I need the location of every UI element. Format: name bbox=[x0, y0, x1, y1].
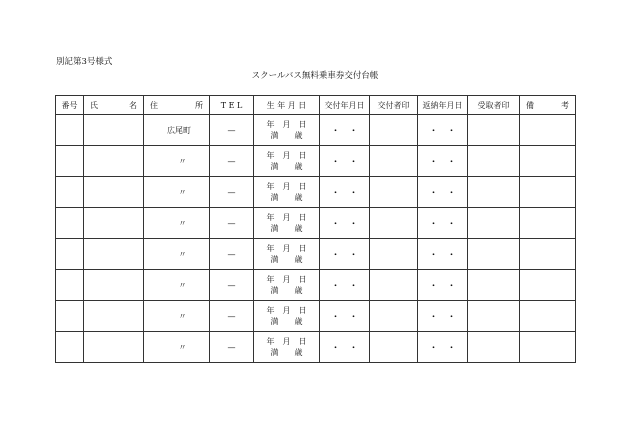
cell-name[interactable] bbox=[84, 332, 144, 363]
cell-issue-date[interactable] bbox=[320, 115, 370, 146]
header-birth: 生 年 月 日 bbox=[254, 96, 320, 115]
birth-ymd-text: 年 月 日 bbox=[266, 151, 307, 160]
issue-date-dots: ・・ bbox=[331, 186, 368, 197]
cell-address[interactable] bbox=[144, 146, 210, 177]
birth-ymd-text: 年 月 日 bbox=[266, 306, 307, 315]
cell-return-date[interactable] bbox=[418, 332, 468, 363]
birth-age-text: 満 歳 bbox=[270, 317, 303, 326]
header-remarks bbox=[520, 96, 576, 115]
tel-dash: — bbox=[227, 249, 236, 259]
header-name-left: 氏 bbox=[90, 100, 98, 110]
tel-dash: — bbox=[227, 187, 236, 197]
tel-dash: — bbox=[227, 311, 236, 321]
tel-dash: — bbox=[227, 280, 236, 290]
address-text: 〃 bbox=[178, 187, 187, 197]
cell-birth[interactable] bbox=[254, 301, 320, 332]
header-issuer-seal: 交付者印 bbox=[370, 96, 418, 115]
cell-address[interactable] bbox=[144, 177, 210, 208]
birth-age-text: 満 歳 bbox=[270, 255, 303, 264]
cell-no[interactable] bbox=[56, 115, 84, 146]
cell-tel[interactable] bbox=[210, 177, 254, 208]
cell-no[interactable] bbox=[56, 146, 84, 177]
cell-address[interactable] bbox=[144, 332, 210, 363]
cell-tel[interactable] bbox=[210, 115, 254, 146]
return-date-dots: ・・ bbox=[429, 155, 466, 166]
header-receiver-seal: 受取者印 bbox=[468, 96, 520, 115]
issue-date-dots: ・・ bbox=[331, 310, 368, 321]
cell-issuer-seal[interactable] bbox=[370, 177, 418, 208]
table-row bbox=[56, 146, 576, 177]
cell-issuer-seal[interactable] bbox=[370, 301, 418, 332]
cell-receiver-seal[interactable] bbox=[468, 239, 520, 270]
header-name-right: 名 bbox=[129, 100, 137, 110]
cell-return-date[interactable] bbox=[418, 270, 468, 301]
return-date-dots: ・・ bbox=[429, 279, 466, 290]
header-return-date: 返納年月日 bbox=[418, 96, 468, 115]
cell-tel[interactable] bbox=[210, 146, 254, 177]
birth-ymd-text: 年 月 日 bbox=[266, 182, 307, 191]
return-date-dots: ・・ bbox=[429, 124, 466, 135]
return-date-dots: ・・ bbox=[429, 310, 466, 321]
cell-issuer-seal[interactable] bbox=[370, 146, 418, 177]
birth-ymd-text: 年 月 日 bbox=[266, 244, 307, 253]
cell-birth[interactable] bbox=[254, 115, 320, 146]
cell-name[interactable] bbox=[84, 146, 144, 177]
header-tel: T E L bbox=[210, 96, 254, 115]
header-address-right: 所 bbox=[195, 100, 203, 110]
cell-address[interactable] bbox=[144, 239, 210, 270]
cell-issuer-seal[interactable] bbox=[370, 208, 418, 239]
cell-address[interactable] bbox=[144, 301, 210, 332]
table-row bbox=[56, 270, 576, 301]
cell-no[interactable] bbox=[56, 270, 84, 301]
birth-age-text: 満 歳 bbox=[270, 286, 303, 295]
birth-age-text: 満 歳 bbox=[270, 162, 303, 171]
document-title: スクールバス無料乗車券交付台帳 bbox=[251, 71, 379, 81]
cell-receiver-seal[interactable] bbox=[468, 115, 520, 146]
issue-date-dots: ・・ bbox=[331, 341, 368, 352]
cell-issue-date[interactable] bbox=[320, 332, 370, 363]
address-text: 〃 bbox=[178, 218, 187, 228]
cell-receiver-seal[interactable] bbox=[468, 270, 520, 301]
table-row bbox=[56, 177, 576, 208]
return-date-dots: ・・ bbox=[429, 186, 466, 197]
cell-return-date[interactable] bbox=[418, 301, 468, 332]
address-text: 〃 bbox=[178, 311, 187, 321]
cell-tel[interactable] bbox=[210, 208, 254, 239]
birth-ymd-text: 年 月 日 bbox=[266, 120, 307, 129]
cell-receiver-seal[interactable] bbox=[468, 301, 520, 332]
issuance-ledger-table bbox=[55, 95, 576, 363]
header-name bbox=[84, 96, 144, 115]
tel-dash: — bbox=[227, 156, 236, 166]
cell-name[interactable] bbox=[84, 115, 144, 146]
birth-age-text: 満 歳 bbox=[270, 224, 303, 233]
birth-ymd-text: 年 月 日 bbox=[266, 337, 307, 346]
cell-issuer-seal[interactable] bbox=[370, 115, 418, 146]
birth-age-text: 満 歳 bbox=[270, 348, 303, 357]
table-row bbox=[56, 332, 576, 363]
cell-birth[interactable] bbox=[254, 146, 320, 177]
header-remarks-right: 考 bbox=[561, 100, 569, 110]
cell-no[interactable] bbox=[56, 177, 84, 208]
birth-ymd-text: 年 月 日 bbox=[266, 213, 307, 222]
cell-issue-date[interactable] bbox=[320, 239, 370, 270]
cell-no[interactable] bbox=[56, 239, 84, 270]
issue-date-dots: ・・ bbox=[331, 279, 368, 290]
return-date-dots: ・・ bbox=[429, 248, 466, 259]
cell-address[interactable] bbox=[144, 270, 210, 301]
cell-remarks[interactable] bbox=[520, 177, 576, 208]
cell-issue-date[interactable] bbox=[320, 177, 370, 208]
tel-dash: — bbox=[227, 125, 236, 135]
table-row bbox=[56, 239, 576, 270]
cell-address[interactable] bbox=[144, 208, 210, 239]
cell-remarks[interactable] bbox=[520, 115, 576, 146]
cell-tel[interactable] bbox=[210, 239, 254, 270]
cell-name[interactable] bbox=[84, 239, 144, 270]
cell-receiver-seal[interactable] bbox=[468, 332, 520, 363]
cell-tel[interactable] bbox=[210, 301, 254, 332]
cell-no[interactable] bbox=[56, 208, 84, 239]
cell-no[interactable] bbox=[56, 301, 84, 332]
address-text: 〃 bbox=[178, 249, 187, 259]
cell-remarks[interactable] bbox=[520, 301, 576, 332]
cell-issue-date[interactable] bbox=[320, 270, 370, 301]
tel-dash: — bbox=[227, 342, 236, 352]
cell-return-date[interactable] bbox=[418, 177, 468, 208]
cell-name[interactable] bbox=[84, 208, 144, 239]
return-date-dots: ・・ bbox=[429, 341, 466, 352]
cell-name[interactable] bbox=[84, 177, 144, 208]
header-address bbox=[144, 96, 210, 115]
header-issue-date: 交付年月日 bbox=[320, 96, 370, 115]
issue-date-dots: ・・ bbox=[331, 217, 368, 228]
cell-issuer-seal[interactable] bbox=[370, 270, 418, 301]
header-no: 番号 bbox=[56, 96, 84, 115]
cell-no[interactable] bbox=[56, 332, 84, 363]
cell-remarks[interactable] bbox=[520, 270, 576, 301]
cell-issue-date[interactable] bbox=[320, 208, 370, 239]
cell-name[interactable] bbox=[84, 270, 144, 301]
cell-receiver-seal[interactable] bbox=[468, 177, 520, 208]
cell-receiver-seal[interactable] bbox=[468, 146, 520, 177]
cell-issue-date[interactable] bbox=[320, 301, 370, 332]
birth-age-text: 満 歳 bbox=[270, 131, 303, 140]
address-text: 〃 bbox=[178, 156, 187, 166]
cell-birth[interactable] bbox=[254, 239, 320, 270]
cell-birth[interactable] bbox=[254, 270, 320, 301]
cell-issue-date[interactable] bbox=[320, 146, 370, 177]
cell-issuer-seal[interactable] bbox=[370, 239, 418, 270]
cell-birth[interactable] bbox=[254, 332, 320, 363]
cell-address[interactable] bbox=[144, 115, 210, 146]
tel-dash: — bbox=[227, 218, 236, 228]
address-text: 〃 bbox=[178, 280, 187, 290]
table-row bbox=[56, 301, 576, 332]
cell-remarks[interactable] bbox=[520, 239, 576, 270]
table-row bbox=[56, 208, 576, 239]
issue-date-dots: ・・ bbox=[331, 155, 368, 166]
cell-tel[interactable] bbox=[210, 270, 254, 301]
cell-tel[interactable] bbox=[210, 332, 254, 363]
issue-date-dots: ・・ bbox=[331, 124, 368, 135]
form-number-label: 別記第3号様式 bbox=[56, 57, 113, 67]
cell-return-date[interactable] bbox=[418, 208, 468, 239]
cell-issuer-seal[interactable] bbox=[370, 332, 418, 363]
cell-birth[interactable] bbox=[254, 208, 320, 239]
cell-remarks[interactable] bbox=[520, 208, 576, 239]
table-row bbox=[56, 115, 576, 146]
cell-birth[interactable] bbox=[254, 177, 320, 208]
header-remarks-left: 備 bbox=[526, 100, 534, 110]
table-header-row bbox=[56, 96, 576, 115]
birth-ymd-text: 年 月 日 bbox=[266, 275, 307, 284]
birth-age-text: 満 歳 bbox=[270, 193, 303, 202]
cell-remarks[interactable] bbox=[520, 332, 576, 363]
return-date-dots: ・・ bbox=[429, 217, 466, 228]
cell-remarks[interactable] bbox=[520, 146, 576, 177]
address-text: 〃 bbox=[178, 342, 187, 352]
cell-return-date[interactable] bbox=[418, 146, 468, 177]
cell-name[interactable] bbox=[84, 301, 144, 332]
cell-return-date[interactable] bbox=[418, 239, 468, 270]
address-text: 広尾町 bbox=[167, 125, 191, 135]
header-address-left: 住 bbox=[150, 100, 158, 110]
cell-receiver-seal[interactable] bbox=[468, 208, 520, 239]
cell-return-date[interactable] bbox=[418, 115, 468, 146]
issue-date-dots: ・・ bbox=[331, 248, 368, 259]
